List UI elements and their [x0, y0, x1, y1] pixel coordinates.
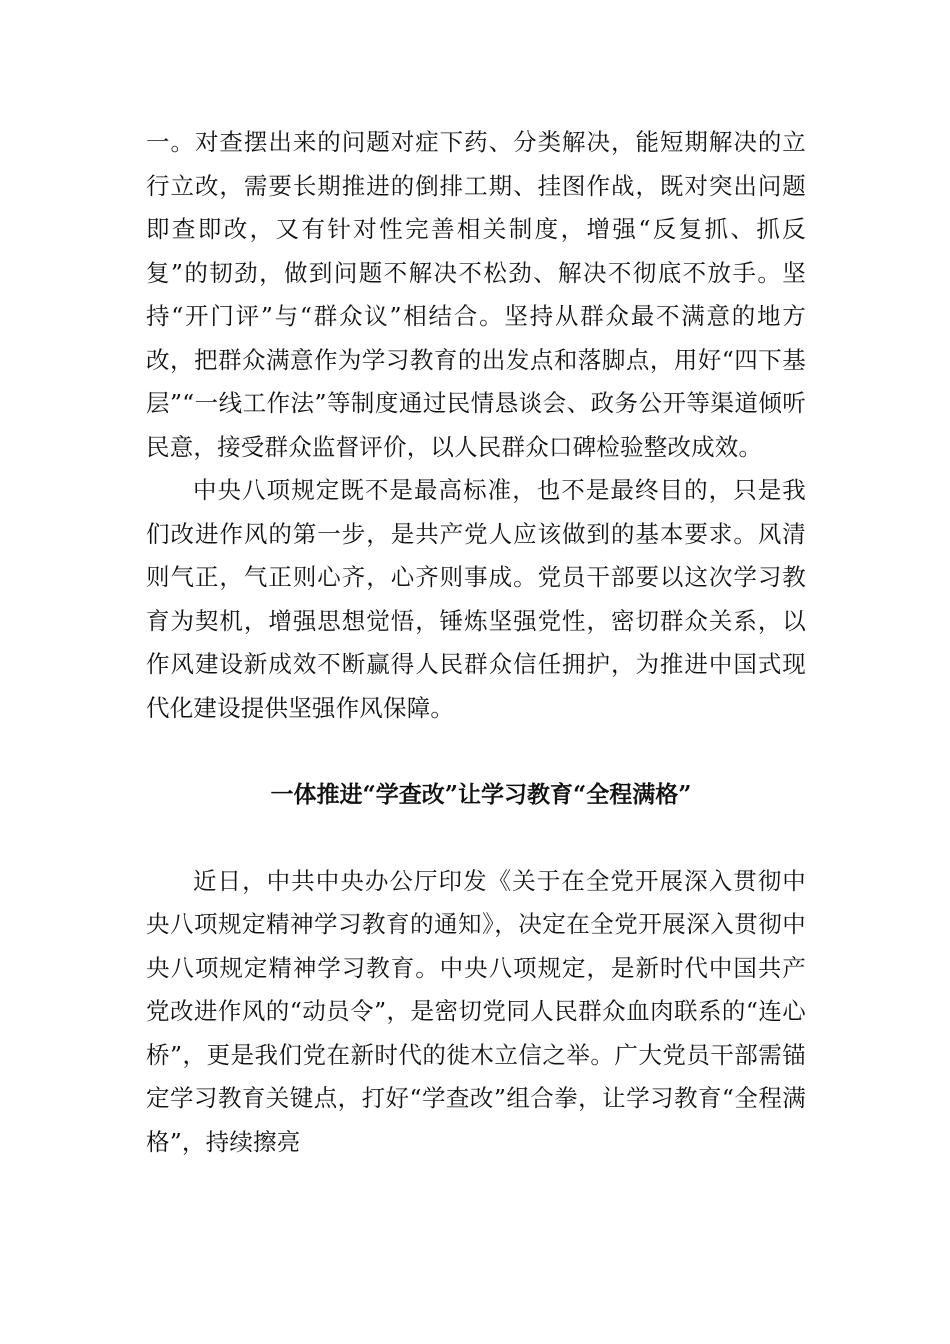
section-title: 一体推进“学查改”让学习教育“全程满格”: [270, 781, 692, 808]
spacer: [146, 817, 806, 860]
body-paragraph-continued: 一。对查摆出来的问题对症下药、分类解决，能短期解决的立行立改，需要长期推进的倒排工期、挂图作战，既对突出问题即查即改，又有针对性完善相关制度，增强“反复抓、抓反复”的韧劲，做到问题不解决不松劲、解决不彻底不放手。坚持“开门评”与“群众议”相结合。坚持从群众最不满意的地方改，把群众满意作为学习教育的出发点和落脚点，用好“四下基层”“一线工作法”等制度通过民情恳谈会、政务公开等渠道倾听民意，接受群众监督评价，以人民群众口碑检验整改成效。: [146, 128, 806, 461]
document-page: [146, 121, 806, 1164]
body-paragraph: 中央八项规定既不是最高标准，也不是最终目的，只是我们改进作风的第一步，是共产党人应该做到的基本要求。风清则气正，气正则心齐，心齐则事成。党员干部要以这次学习教育为契机，增强思想觉悟，锤炼坚强党性，密切群众关系，以作风建设新成效不断赢得人民群众信任拥护，为推进中国式现代化建设提供坚强作风保障。: [146, 476, 806, 722]
body-paragraph: 近日，中共中央办公厅印发《关于在全党开展深入贯彻中央八项规定精神学习教育的通知》，决定在全党开展深入贯彻中央八项规定精神学习教育。中央八项规定，是新时代中国共产党改进作风的“动员令”，是密切党同人民群众血肉联系的“连心桥”，更是我们党在新时代的徙木立信之举。广大党员干部需锚定学习教育关键点，打好“学查改”组合拳，让学习教育“全程满格”，持续擦亮: [146, 866, 806, 1156]
spacer: [146, 730, 806, 773]
